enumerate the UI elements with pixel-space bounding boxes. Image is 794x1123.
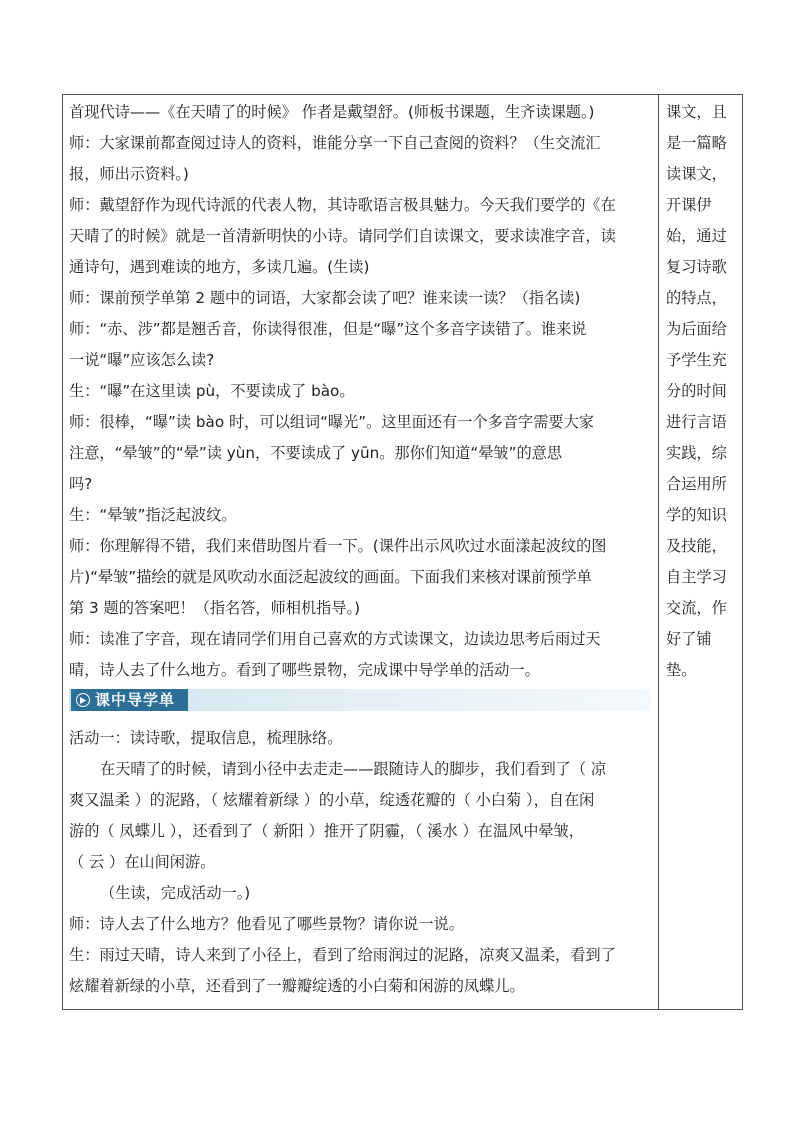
text-line: 天晴了的时候》就是一首清新明快的小诗。请同学们自读课文，要求读准字音，读	[69, 227, 616, 245]
side-note-line: 垫。	[666, 661, 697, 679]
text-line: 生：“晕皱”指泛起波纹。	[69, 506, 237, 524]
design-intent-column	[666, 97, 740, 686]
side-note-line: 合运用所	[666, 475, 727, 493]
text-line: （ 云 ）在山间闲游。	[69, 853, 216, 871]
text-line: 生：“曝”在这里读 pù，不要读成了 bào。	[69, 382, 355, 400]
side-note-line: 予学生充	[666, 351, 727, 369]
text-line: 师：“赤、涉”都是翘舌音，你读得很准，但是“曝”这个多音字读错了。谁来说	[69, 320, 587, 338]
text-line: 师：戴望舒作为现代诗派的代表人物，其诗歌语言极具魅力。今天我们要学的《在	[69, 196, 616, 214]
text-line: 吗?	[69, 475, 93, 493]
text-line: 报，师出示资料。)	[69, 165, 189, 183]
side-note-line: 分的时间	[666, 382, 727, 400]
side-note-line: 自主学习	[666, 568, 727, 586]
teaching-process-column	[69, 97, 654, 1002]
text-line: 爽又温柔 ）的泥路，（ 炫耀着新绿 ）的小草，绽透花瓣的（ 小白菊 ），自在闲	[69, 791, 595, 809]
text-line: 师：课前预学单第 2 题中的词语，大家都会读了吧？谁来读一读？（指名读)	[69, 289, 581, 307]
side-note-line: 交流，作	[666, 599, 727, 617]
side-note-line: 开课伊	[666, 196, 712, 214]
side-note-line: 读课文，	[666, 165, 727, 183]
play-circle-icon	[76, 693, 90, 707]
text-line: 在天晴了的时候，请到小径中去走走——跟随诗人的脚步，我们看到了（ 凉	[100, 760, 607, 778]
text-line: 师：读准了字音，现在请同学们用自己喜欢的方式读课文，边读边思考后雨过天	[69, 630, 601, 648]
text-line: 一说“曝”应该怎么读?	[69, 351, 215, 369]
side-note-line: 的特点，	[666, 289, 727, 307]
section-banner	[69, 689, 651, 711]
lesson-table	[62, 94, 743, 1010]
text-line: 师：你理解得不错，我们来借助图片看一下。(课件出示风吹过水面漾起波纹的图	[69, 537, 607, 555]
side-note-line: 是一篇略	[666, 134, 727, 152]
side-note-line: 始，通过	[666, 227, 727, 245]
text-line: 通诗句，遇到难读的地方，多读几遍。(生读)	[69, 258, 370, 276]
column-divider	[658, 95, 659, 1009]
side-note-line: 及技能，	[666, 537, 727, 555]
text-line: 师：诗人去了什么地方？他看见了哪些景物？请你说一说。	[69, 915, 464, 933]
banner-label: 课中导学单	[95, 690, 176, 709]
text-line: 第 3 题的答案吧！（指名答，师相机指导。)	[69, 599, 361, 617]
side-note-line: 为后面给	[666, 320, 727, 338]
side-note-line: 课文，且	[666, 103, 727, 121]
text-line: 晴，诗人去了什么地方。看到了哪些景物，完成课中导学单的活动一。	[69, 661, 540, 679]
banner-tab	[71, 689, 188, 711]
text-line: （生读，完成活动一。)	[100, 884, 251, 902]
text-line: 注意，“晕皱”的“晕”读 yùn，不要读成了 yūn。那你们知道“晕皱”的意思	[69, 444, 563, 462]
text-line: 师：很棒，“曝”读 bào 时，可以组词“曝光”。这里面还有一个多音字需要大家	[69, 413, 594, 431]
side-note-line: 好了铺	[666, 630, 712, 648]
side-note-line: 进行言语	[666, 413, 727, 431]
side-note-line: 实践，综	[666, 444, 727, 462]
text-line: 师：大家课前都查阅过诗人的资料，谁能分享一下自己查阅的资料？（生交流汇	[69, 134, 601, 152]
activity-heading: 活动一：读诗歌，提取信息，梳理脉络。	[69, 729, 343, 747]
side-note-line: 学的知识	[666, 506, 727, 524]
text-line: 生：雨过天晴，诗人来到了小径上，看到了给雨润过的泥路，凉爽又温柔，看到了	[69, 946, 616, 964]
text-line: 首现代诗——《在天晴了的时候》 作者是戴望舒。(师板书课题，生齐读课题。)	[69, 103, 595, 121]
text-line: 片)“晕皱”描绘的就是风吹动水面泛起波纹的画面。下面我们来核对课前预学单	[69, 568, 592, 586]
text-line: 炫耀着新绿的小草，还看到了一瓣瓣绽透的小白菊和闲游的凤蝶儿。	[69, 977, 525, 995]
text-line: 游的（ 凤蝶儿 ），还看到了（ 新阳 ）推开了阴霾，（ 溪水 ）在温风中晕皱，	[69, 822, 584, 840]
side-note-line: 复习诗歌	[666, 258, 727, 276]
